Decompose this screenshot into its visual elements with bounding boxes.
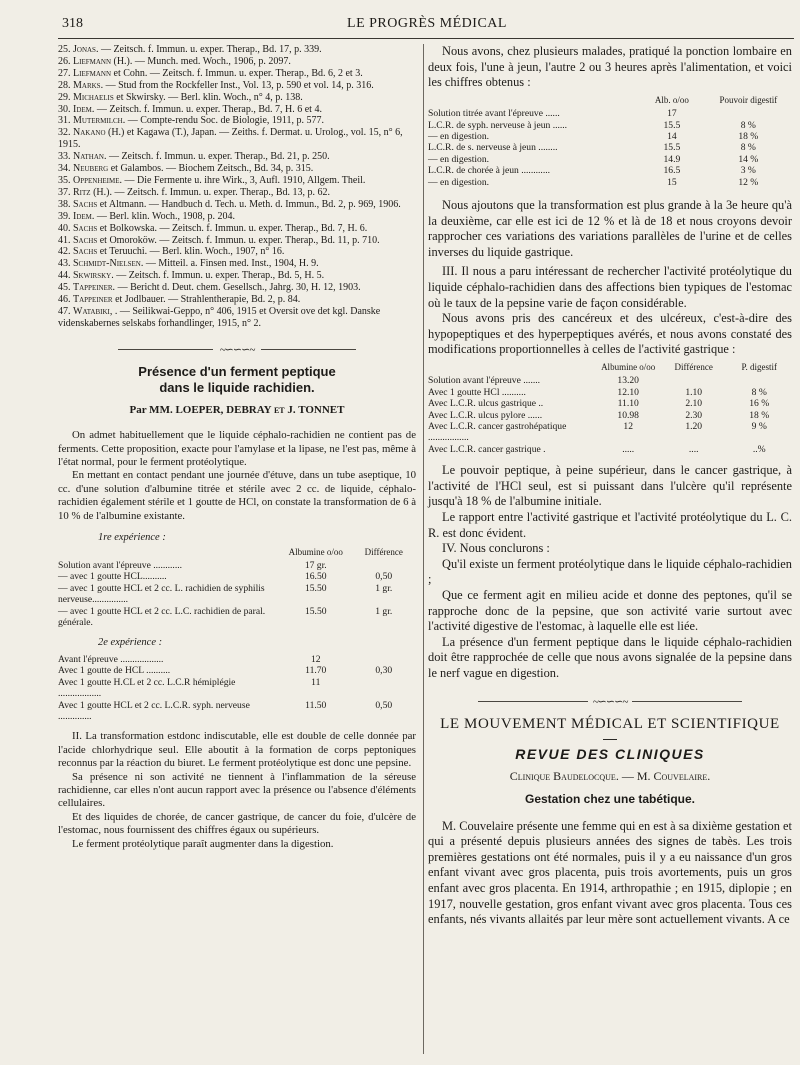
exp2-row-label: Avant l'épreuve .................. — [58, 653, 164, 665]
t2-header-diff: Différence — [674, 361, 713, 372]
t1-row-pd: 18 % — [738, 131, 759, 142]
t2-row-label: Solution avant l'épreuve ....... — [428, 375, 541, 387]
reference-number: 28. — [58, 79, 71, 91]
t2-row-diff — [661, 375, 727, 386]
reference-number: 25. — [58, 44, 71, 55]
reference-number: 35. — [58, 174, 71, 186]
reference-number: 34. — [58, 163, 71, 175]
exp2-row-alb: 11.50 — [305, 699, 327, 711]
reference-text: — Zeitsch. f. Immun. u. exper. Therap., Bd. 17, p. 339. — [98, 44, 322, 55]
t2-row-alb: 11.10 — [617, 398, 639, 410]
reference-item — [58, 80, 416, 92]
experiment-1-label: 1re expérience : — [98, 532, 166, 544]
authors-names: LOEPER, DEBRAY et J. TONNET — [175, 403, 345, 416]
t2-row-diff: .... — [688, 443, 699, 455]
reference-text: . — Seilikwai-Geppo, n° 406, 1915 et Oversit ove det kgl. Danske videnskabernes selskabs forhandlinger, 1915, n° 2. — [58, 305, 381, 329]
t1-row-pd: 8 % — [740, 142, 756, 154]
header-rule — [58, 38, 794, 39]
exp1-row-label: Solution avant l'épreuve ............ — [58, 560, 183, 571]
t1-row-alb: 14.9 — [663, 153, 681, 165]
exp2-row-label: Avec 1 goutte de HCL .......... — [58, 665, 171, 677]
exp1-row — [58, 560, 416, 571]
reference-item — [58, 151, 416, 163]
column-divider — [423, 44, 424, 1054]
t1-row-pd: 3 % — [740, 165, 756, 177]
reference-text: — Zeitsch. f. Immun. u. exper. Therap., Bd. 5, H. 5. — [113, 270, 325, 282]
article-title — [58, 364, 416, 396]
t2-row — [428, 387, 792, 398]
exp1-row-alb: 16.50 — [304, 571, 327, 583]
reference-item — [58, 282, 416, 294]
reference-text: — Stud from the Rockfeller Inst., Vol. 13, p. 590 et vol. 14, p. 316. — [103, 79, 374, 91]
page-header — [62, 14, 792, 36]
t2-row-alb: 12 — [623, 421, 633, 432]
exp2-row-diff — [352, 677, 416, 700]
exp1-row-label: — avec 1 goutte HCL et 2 cc. L. rachidien de syphilis nerveuse............... — [58, 582, 265, 606]
reference-item — [58, 56, 416, 68]
reference-number: 42. — [58, 246, 71, 258]
t1-row-alb: 16.5 — [663, 165, 681, 177]
reference-text: et Cohn. — Zeitsch. f. Immun. u. exper. Therap., Bd. 6, 2 et 3. — [111, 67, 363, 79]
reference-item — [58, 175, 416, 187]
paragraph-transformation: II. La transformation estdonc indiscutable, elle est double de celle donnée par l'acide chlorhydrique seul. Elle aboutit à la formation de corps peptoniques reconnus par la réaction du biuret. Le ferment protéolytique est donc une pepsine. — [58, 730, 416, 770]
article-title-line2: dans le liquide rachidien. — [159, 379, 315, 395]
t2-row-pd: 8 % — [751, 386, 767, 398]
reference-number: 38. — [58, 198, 71, 210]
t2-row — [428, 444, 792, 455]
paragraph-conclurons: IV. Nous conclurons : — [442, 541, 550, 556]
reference-number: 27. — [58, 67, 71, 79]
reference-text: et Galambos. — Biochem Zeitsch., Bd. 34, p. 315. — [108, 163, 314, 175]
paragraph-cancereux: Nous avons pris des cancéreux et des ulcéreux, c'est-à-dire des hypopeptiques et des hyperpeptiques avérés, et nous avons constaté des modifications proportionnelles à celles de l'activité gastrique : — [428, 311, 792, 357]
paragraph-activite: III. Il nous a paru intéressant de rechercher l'activité protéolytique du liquide céphalo-rachidien dans des affections bien typiques de l'estomac où le taux de la pepsine varie de façon considérable. — [428, 264, 792, 310]
paragraph-conclusion-1: Qu'il existe un ferment protéolytique dans le liquide céphalo-rachidien ; — [428, 556, 792, 587]
t1-row — [428, 108, 792, 119]
t1-row-label: — en digestion. — [428, 153, 490, 165]
reference-text: — Zeitsch. f. Immun. u. exper. Therap., Bd. 7, H. 6 et 4. — [94, 103, 322, 115]
paragraph-presence: Sa présence ni son activité ne tiennent à l'inflammation de la séreuse rachidienne, car elles n'ont aucun rapport avec la présence ou l'absence d'éléments cellulaires. — [58, 770, 416, 810]
exp2-row — [58, 700, 416, 723]
section-title: LE MOUVEMENT MÉDICAL ET SCIENTIFIQUE — [440, 715, 780, 732]
reference-author: Sachs — [73, 234, 98, 246]
reference-text: — Zeitsch. f. Immun. u. exper. Therap., Bd. 21, p. 250. — [106, 151, 330, 163]
t1-row — [428, 120, 792, 131]
reference-author: Jonas. — [73, 44, 99, 55]
exp2-row-alb: 12 — [310, 653, 321, 665]
t2-row-diff: 1.10 — [685, 386, 703, 398]
paragraph-intro: On admet habituellement que le liquide céphalo-rachidien ne contient pas de ferments. Cette proposition, exacte pour l'amylase et la lipase, ne l'est pas, même à l'état normal, pour le ferment protéolytique. — [58, 429, 416, 469]
reference-text: (H.) et Kagawa (T.), Japan. — Zeiths. f. Dermat. u. Urolog., vol. 15, n° 6, 1915. — [58, 127, 403, 151]
reference-number: 33. — [58, 151, 71, 163]
t1-header-pouvoir: Pouvoir digestif — [719, 94, 778, 105]
paragraph-ponction: Nous avons, chez plusieurs malades, pratiqué la ponction lombaire en deux fois, l'une à jeun, l'autre 2 ou 3 heures après l'alimentation, et voici les chiffres obtenus : — [428, 44, 792, 90]
exp1-row-diff: 0,50 — [375, 571, 393, 583]
article-title-line1: Présence d'un ferment peptique — [138, 363, 336, 379]
t1-header-alb: Alb. o/oo — [654, 94, 689, 105]
reference-number: 40. — [58, 222, 71, 234]
exp2-row — [58, 677, 416, 700]
section-dash — [603, 739, 617, 740]
reference-item — [58, 258, 416, 270]
t1-row — [428, 154, 792, 165]
section-ornament: ~∽∽∽~ — [58, 344, 416, 354]
t1-row-alb: 17 — [667, 108, 677, 120]
t1-row — [428, 165, 792, 176]
t2-row — [428, 421, 792, 444]
reference-text: et Teruuchi. — Berl. klin. Woch., 1907, n° 16. — [97, 246, 285, 258]
exp1-row-alb: 15.50 — [304, 605, 327, 617]
t1-row-label: Solution titrée avant l'épreuve ...... — [428, 108, 560, 120]
reference-number: 32. — [58, 127, 71, 139]
reference-author: Idem. — [73, 103, 95, 115]
reference-item — [58, 211, 416, 223]
reference-list — [58, 44, 416, 330]
reference-item — [58, 68, 416, 80]
exp2-row-diff: 0,50 — [375, 699, 393, 711]
t1-row — [428, 131, 792, 142]
exp1-row-diff: 1 gr. — [375, 582, 393, 594]
digestion-table — [428, 95, 792, 188]
t2-row — [428, 398, 792, 409]
reference-text: — Bericht d. Deut. chem. Gesellsch., Jahrg. 30, H. 12, 1903. — [115, 282, 361, 294]
reference-author: Michaelis — [73, 91, 114, 103]
exp1-row-label: — avec 1 goutte HCL et 2 cc. L.C. rachidien de paral. générale. — [58, 605, 266, 629]
exp1-row-diff: 1 gr. — [375, 605, 393, 617]
t2-row-alb: 10.98 — [617, 409, 639, 421]
reference-author: Neuberg — [73, 163, 109, 175]
reference-item — [58, 246, 416, 258]
reference-number: 41. — [58, 234, 71, 246]
reference-author: Skwirsky. — [73, 270, 114, 282]
reference-item — [58, 306, 416, 330]
t2-row-pd: 18 % — [749, 409, 770, 421]
t1-row-label: — en digestion. — [428, 131, 490, 142]
t1-row — [428, 177, 792, 188]
t2-row-label: Avec L.C.R. ulcus gastrique .. — [428, 398, 544, 410]
t1-row-label: — en digestion. — [428, 176, 490, 188]
exp1-row-alb: 15.50 — [304, 582, 327, 594]
paragraph-rapport: Le rapport entre l'activité gastrique et l'activité protéolytique du L. C. R. est donc évident. — [428, 510, 792, 540]
reference-author: Oppenheime. — [73, 174, 123, 186]
t2-row — [428, 375, 792, 386]
t2-row-diff: 2.30 — [685, 409, 703, 421]
reference-author: Sachs — [73, 198, 98, 210]
reference-text: et Omoroköw. — Zeitsch. f. Immun. u. exper. Therap., Bd. 11, p. 710. — [97, 234, 380, 246]
reference-number: 44. — [58, 270, 71, 282]
t1-row-alb: 15.5 — [663, 142, 681, 154]
t1-row-label: L.C.R. de chorée à jeun ............ — [428, 165, 551, 177]
exp2-row-diff: 0,30 — [375, 665, 393, 677]
t1-row-alb: 14 — [667, 131, 677, 142]
reference-text: (H.). — Munch. med. Woch., 1906, p. 2097. — [111, 55, 291, 67]
t1-row-alb: 15 — [667, 176, 677, 188]
t2-header-pd: P. digestif — [741, 361, 777, 372]
reference-author: Tappeiner. — [73, 282, 116, 294]
exp2-row-label: Avec 1 goutte HCL et 2 cc. L.C.R. syph. nerveuse .............. — [58, 699, 250, 722]
exp1-header-albumine: Albumine o/oo — [288, 546, 343, 557]
reference-item — [58, 163, 416, 175]
reference-number: 30. — [58, 103, 71, 115]
reference-author: Marks. — [73, 79, 104, 91]
clinique-line: Clinique Baudelocque. — M. Couvelaire. — [509, 768, 711, 783]
reference-item — [58, 92, 416, 104]
exp2-row-alb: 11 — [311, 676, 321, 688]
t2-row-label: Avec L.C.R. ulcus pylore ...... — [428, 409, 543, 421]
reference-text: (H.). — Zeitsch. f. Immun. u. exper. Therap., Bd. 13, p. 62. — [90, 186, 331, 198]
paragraph-conclusion-3: La présence d'un ferment peptique dans le liquide céphalo-rachidien doit être rapprochée de celle que nous avons signalée de la pepsine dans le nerf vague en digestion. — [428, 634, 792, 680]
t2-row-alb: 12.10 — [617, 386, 639, 398]
t2-row — [428, 410, 792, 421]
revue-title: REVUE DES CLINIQUES — [515, 746, 705, 763]
gestation-title: Gestation chez une tabétique. — [524, 792, 696, 807]
reference-author: Sachs — [73, 222, 98, 234]
reference-item — [58, 294, 416, 306]
t1-row-alb: 15.5 — [663, 119, 681, 131]
reference-number: 46. — [58, 294, 71, 306]
section-ornament-right: ~∽∽∽~ — [428, 696, 792, 706]
reference-number: 43. — [58, 258, 71, 270]
t1-row-pd: 8 % — [740, 119, 756, 131]
reference-author: Liefmann — [73, 67, 111, 79]
t2-row-pd: 16 % — [749, 398, 770, 410]
reference-author: Sachs — [73, 246, 98, 258]
reference-author: Nakano — [73, 127, 106, 139]
paragraph-conclusion-2: Que ce ferment agit en milieu acide et donne des peptones, qu'il se rapproche donc de la pepsine, que son activité varie surtout avec l'activité digestive de l'estomac, à laquelle elle est liée. — [428, 587, 792, 634]
right-column — [428, 44, 792, 928]
experiment-2-label: 2e expérience : — [98, 637, 163, 649]
t2-row-pd: 9 % — [751, 421, 767, 432]
exp1-row-diff — [352, 560, 416, 571]
reference-item — [58, 187, 416, 199]
exp1-header-difference: Différence — [364, 546, 403, 557]
exp1-row — [58, 571, 416, 582]
reference-author: Nathan. — [73, 151, 107, 163]
paragraph-digestion: Le ferment protéolytique paraît augmenter dans la digestion. — [72, 837, 334, 850]
experiment-1-table — [58, 547, 416, 629]
reference-item — [58, 115, 416, 127]
paragraph-gestation: M. Couvelaire présente une femme qui en est à sa dixième gestation et qui a présenté depuis plusieurs années des signes de tabès. Les trois premières gestations ont été normales, puis il y a eu naissance d'un gros enfant vivant avec gros placenta, puis trois avortements, puis un gros enfant avec gros placenta. En 1914, arthropathie ; en 1915, diplopie ; en 1917, nouvelle gestation, gros enfant vivant avec gros placenta. Tous ces enfants, nés vivants allaités par leur mère sont actuellement vivants. A ce — [428, 818, 792, 927]
reference-author: Idem. — [73, 210, 95, 222]
reference-author: Watabiki, — [73, 305, 113, 317]
paragraph-liquides: Et des liquides de chorée, de cancer gastrique, de cancer du foie, d'ulcère de l'estomac, nous fournissent des chiffres égaux ou supérieurs. — [58, 810, 416, 837]
exp1-row-label: — avec 1 goutte HCL.......... — [58, 571, 167, 583]
experiment-2-table — [58, 652, 416, 722]
t1-row — [428, 142, 792, 153]
reference-text: — Die Fermente u. ihre Wirk., 3, Aufl. 1910, Allgem. Theil. — [122, 174, 366, 186]
reference-text: et Altmann. — Handbuch d. Tech. u. Meth. d. Immun., Bd. 2, p. 969, 1906. — [97, 198, 401, 210]
t1-row-pd — [705, 108, 792, 119]
reference-item — [58, 223, 416, 235]
reference-author: Tappeiner — [73, 294, 113, 306]
t2-row-diff: 1.20 — [685, 421, 703, 432]
authors-prefix: Par MM. — [129, 403, 173, 416]
reference-text: et Skwirsky. — Berl. klin. Woch., n° 4, p. 138. — [113, 91, 303, 103]
exp2-row — [58, 665, 416, 676]
exp2-row-label: Avec 1 goutte H.CL et 2 cc. L.C.R hémiplégie .................. — [58, 676, 236, 700]
reference-number: 45. — [58, 282, 71, 294]
t2-row-alb: ..... — [622, 443, 635, 455]
article-authors — [58, 404, 416, 418]
reference-number: 47. — [58, 305, 71, 317]
reference-author: Liefmann — [73, 55, 111, 67]
reference-item — [58, 44, 416, 56]
reference-number: 26. — [58, 55, 71, 67]
exp2-row-alb: 11.70 — [305, 665, 327, 677]
exp1-row — [58, 606, 416, 629]
t1-row-pd: 14 % — [738, 153, 759, 165]
t2-row-label: Avec L.C.R. cancer gastrohépatique ................. — [428, 421, 567, 444]
reference-text: — Berl. klin. Woch., 1908, p. 204. — [94, 210, 236, 222]
exp2-row-diff — [352, 654, 416, 665]
reference-text: — Mitteil. a. Finsen med. Inst., 1904, H. 9. — [143, 258, 319, 270]
journal-title: LE PROGRÈS MÉDICAL — [347, 16, 507, 31]
reference-number: 37. — [58, 186, 71, 198]
reference-text: — Compte-rendu Soc. de Biologie, 1911, p. 577. — [125, 115, 325, 127]
reference-author: Mutermilch. — [73, 115, 126, 127]
reference-item — [58, 199, 416, 211]
reference-number: 31. — [58, 115, 71, 127]
t1-row-label: L.C.R. de s. nerveuse à jeun ........ — [428, 142, 558, 154]
reference-number: 39. — [58, 210, 71, 222]
paragraph-transformation-3h: Nous ajoutons que la transformation est plus grande à la 3e heure qu'à la deuxième, car elle est ici de 12 % et là de 18 et nous croyons devoir rapprocher ces variations des variations parallèles de l'urine et de celles inverses du liquide gastrique. — [428, 198, 792, 259]
exp1-row — [58, 583, 416, 606]
reference-item — [58, 270, 416, 282]
paragraph-pouvoir: Le pouvoir peptique, à peine supérieur, dans le cancer gastrique, à l'activité de l'HCl seul, est si puissant dans l'ulcère qu'il représente jusqu'à 18 % de l'albumine initiale. — [428, 463, 792, 509]
t2-row-label: Avec 1 goutte HCl .......... — [428, 386, 526, 398]
exp2-row — [58, 654, 416, 665]
t2-row-diff: 2.10 — [685, 398, 703, 410]
t1-row-pd: 12 % — [738, 176, 759, 188]
t2-row-pd: ..% — [752, 443, 766, 455]
reference-number: 29. — [58, 91, 71, 103]
reference-text: et Bolkowska. — Zeitsch. f. Immun. u. exper. Therap., Bd. 7, H. 6. — [97, 222, 368, 234]
reference-text: et Jodlbauer. — Strahlentherapie, Bd. 2, p. 84. — [112, 294, 301, 306]
reference-item — [58, 127, 416, 151]
t2-row-label: Avec L.C.R. cancer gastrique . — [428, 443, 546, 455]
gastric-table — [428, 362, 792, 455]
exp1-row-alb: 17 gr. — [304, 560, 327, 571]
page-number: 318 — [62, 16, 83, 31]
t2-row-pd — [726, 375, 792, 386]
reference-item — [58, 104, 416, 116]
reference-author: Schmidt-Nielsen. — [73, 258, 144, 270]
left-column — [58, 44, 416, 851]
t2-row-alb: 13.20 — [617, 375, 639, 387]
paragraph-method: En mettant en contact pendant une journée d'étuve, dans un tube aseptique, 10 cc. d'une solution d'albumine titrée et stérile avec 2 cc. de liquide, céphalo-rachidien également stérile et 1 goutte de HCl, on constate la transformation de 6 à 10 % de l'albumine existante. — [58, 469, 416, 522]
t2-header-alb: Albumine o/oo — [601, 361, 656, 372]
t1-row-label: L.C.R. de syph. nerveuse à jeun ...... — [428, 119, 568, 131]
reference-author: Ritz — [73, 186, 91, 198]
reference-item — [58, 235, 416, 247]
